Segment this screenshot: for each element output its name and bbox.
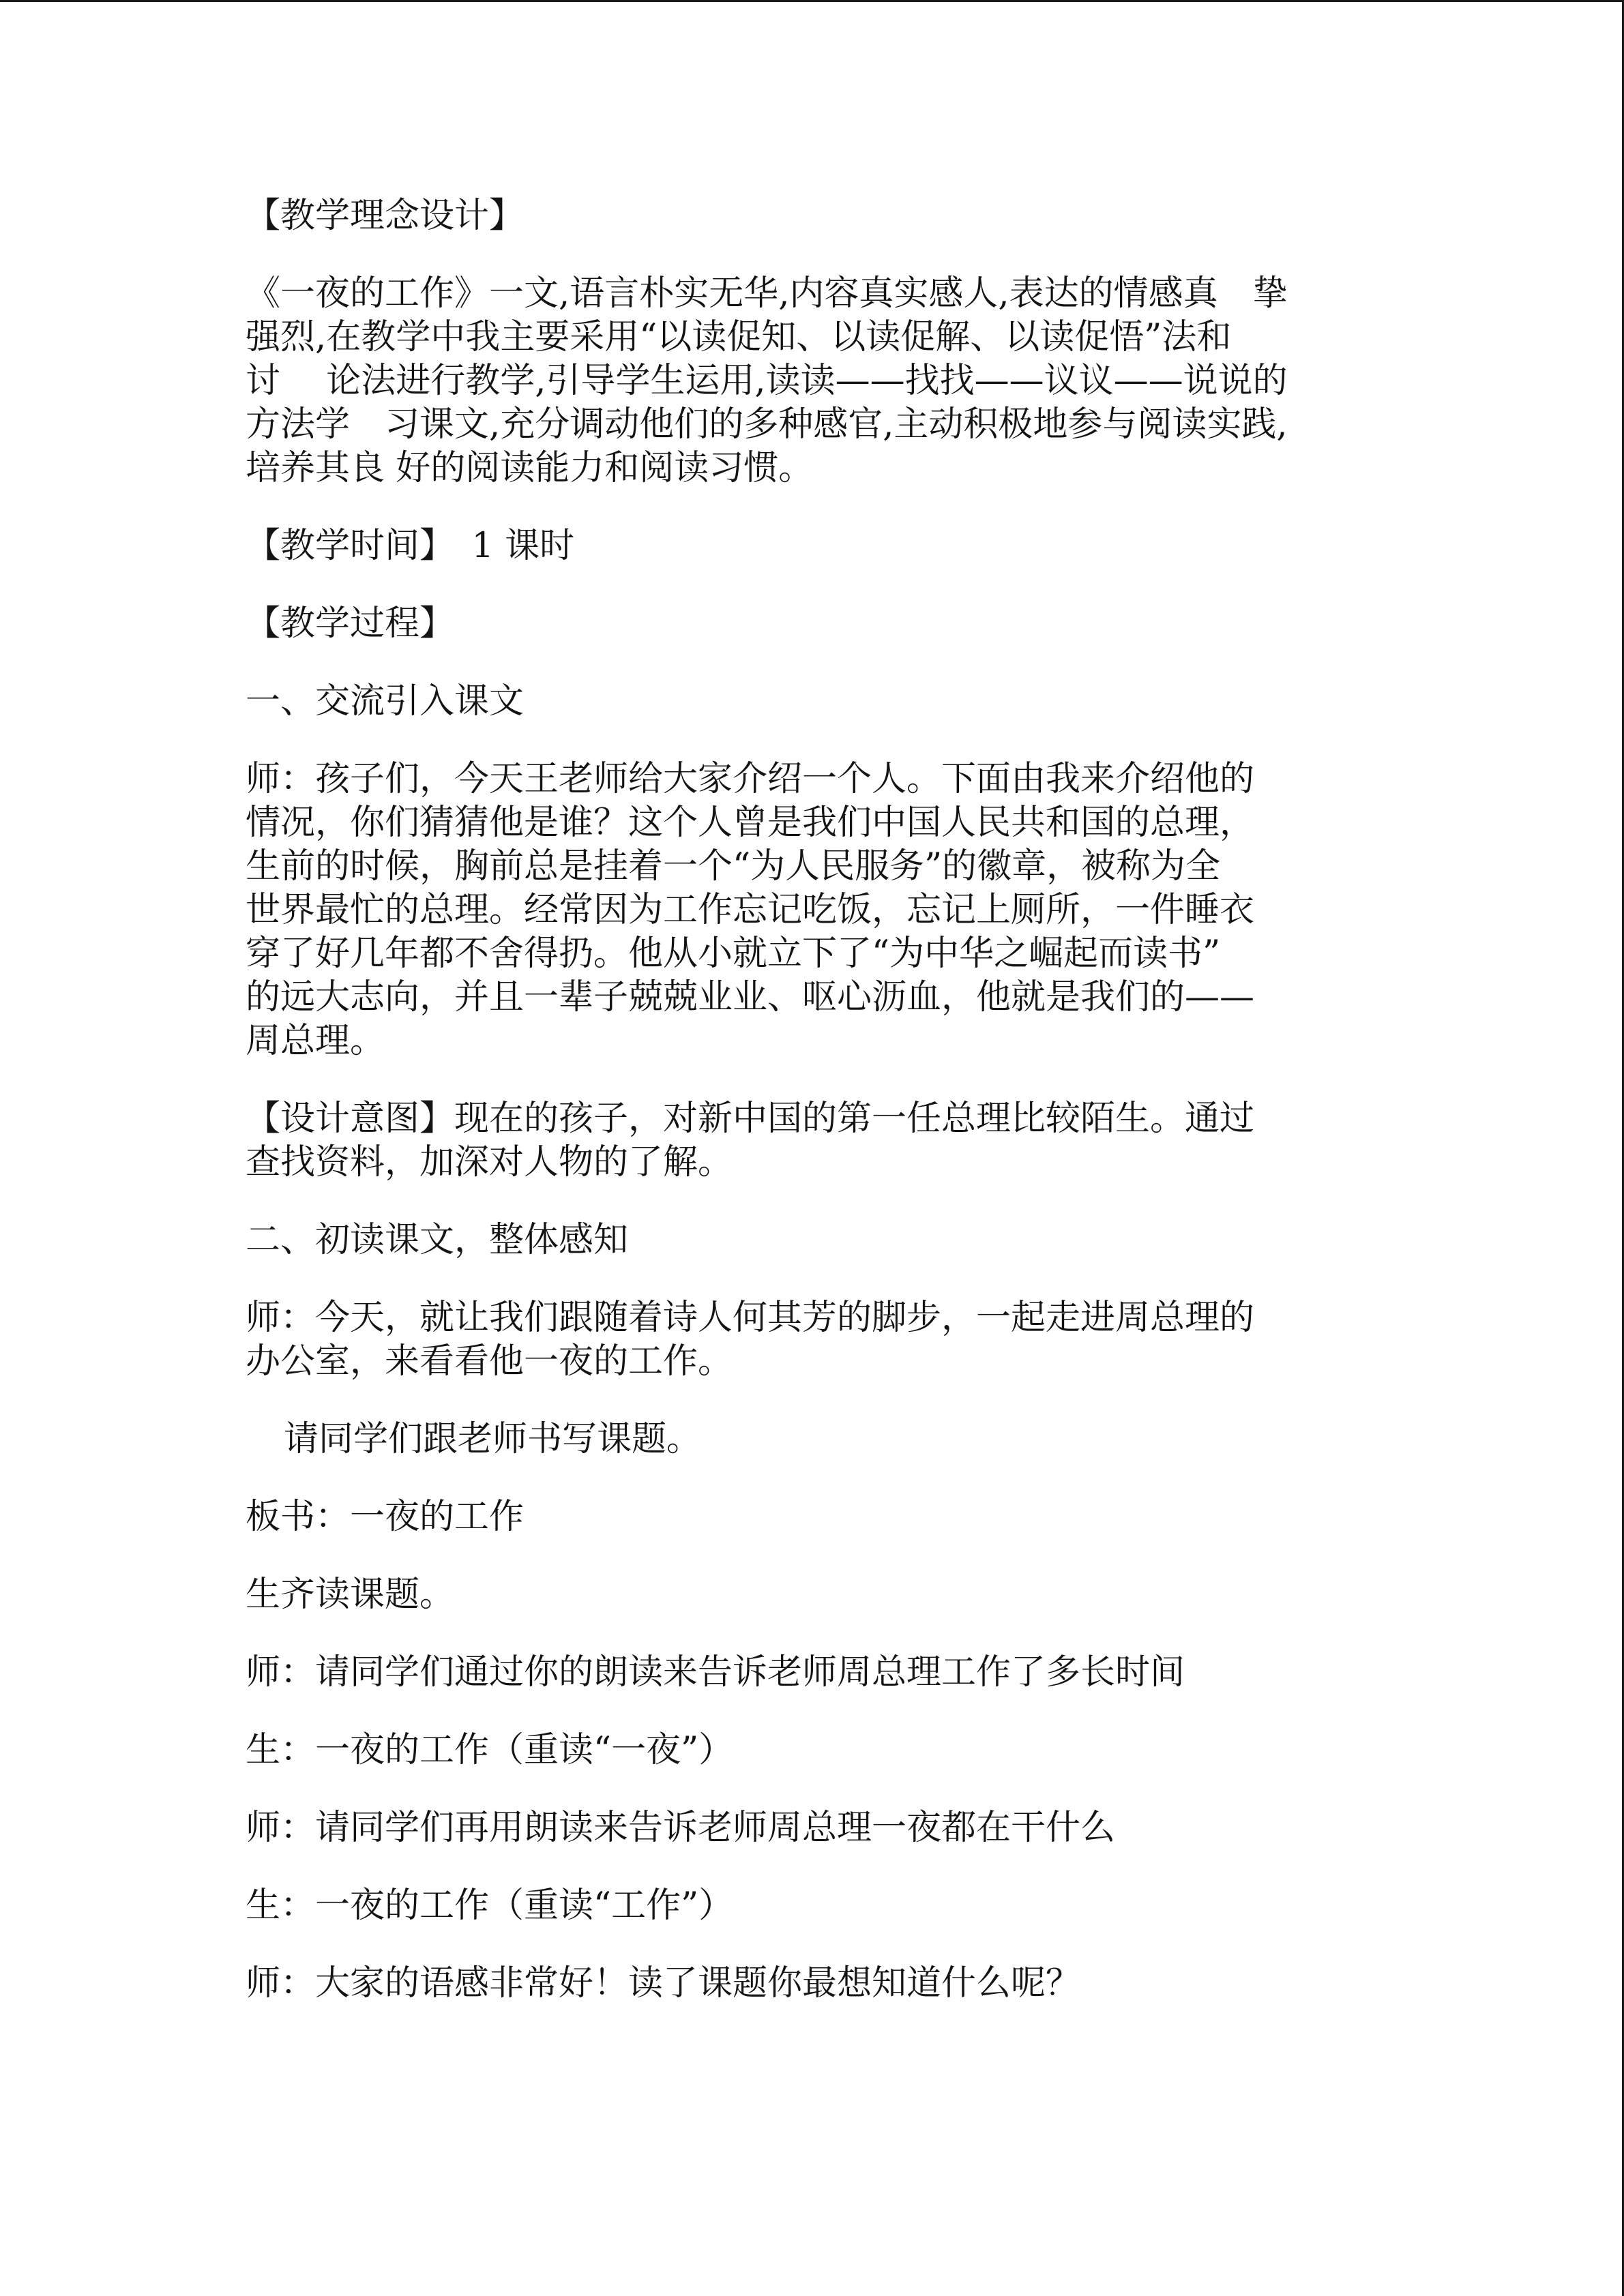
teacher-question-duration: 师：请同学们通过你的朗读来告诉老师周总理工作了多长时间 — [246, 1652, 1185, 1693]
write-title-instruction: 请同学们跟老师书写课题。 — [284, 1419, 702, 1459]
teacher-intro-line: 世界最忙的总理。经常因为工作忘记吃饭，忘记上厕所，一件睡衣 — [246, 890, 1255, 930]
concept-line: 强烈,在教学中我主要采用“以读促知、以读促解、以读促悟”法和 — [246, 317, 1232, 357]
teacher-question-activity: 师：请同学们再用朗读来告诉老师周总理一夜都在干什么 — [246, 1808, 1116, 1848]
concept-paragraph — [246, 272, 1378, 490]
teacher-reading-line: 办公室，来看看他一夜的工作。 — [246, 1341, 733, 1382]
teacher-intro-line: 情况，你们猜猜他是谁？这个人曾是我们中国人民共和国的总理， — [246, 803, 1255, 843]
student-answer-work: 生：一夜的工作（重读“工作”） — [246, 1885, 734, 1926]
design-intent-paragraph — [246, 1097, 1378, 1184]
heading-teaching-concept: 【教学理念设计】 — [246, 196, 525, 236]
document-body — [246, 194, 1378, 2006]
design-intent-line: 查找资料，加深对人物的了解。 — [246, 1142, 733, 1182]
teacher-praise-question: 师：大家的语感非常好！读了课题你最想知道什么呢？ — [246, 1963, 1081, 2003]
section-heading-2: 二、初读课文，整体感知 — [246, 1220, 629, 1260]
concept-line: 培养其良 好的阅读能力和阅读习惯。 — [246, 448, 814, 488]
student-answer-night: 生：一夜的工作（重读“一夜”） — [246, 1730, 734, 1770]
section-heading-1: 一、交流引入课文 — [246, 681, 525, 721]
page-border-top — [0, 0, 1624, 2]
teacher-intro-line: 周总理。 — [246, 1021, 385, 1061]
teacher-reading-paragraph — [246, 1296, 1378, 1384]
concept-line: 讨 论法进行教学,引导学生运用,读读——找找——议议——说说的 — [246, 361, 1288, 401]
concept-line: 方法学 习课文,充分调动他们的多种感官,主动积极地参与阅读实践, — [246, 404, 1288, 445]
teacher-intro-line: 穿了好几年都不舍得扔。他从小就立下了“为中华之崛起而读书” — [246, 934, 1221, 974]
blackboard-text: 板书：一夜的工作 — [246, 1497, 525, 1537]
design-intent-line: 【设计意图】现在的孩子，对新中国的第一任总理比较陌生。通过 — [246, 1099, 1255, 1139]
teacher-intro-line: 的远大志向，并且一辈子兢兢业业、呕心沥血，他就是我们的—— — [246, 977, 1255, 1017]
teacher-reading-line: 师：今天，就让我们跟随着诗人何其芳的脚步，一起走进周总理的 — [246, 1298, 1255, 1338]
heading-teaching-process: 【教学过程】 — [246, 603, 455, 644]
teaching-time: 【教学时间】 1 课时 — [246, 526, 575, 566]
teacher-intro-line: 师：孩子们，今天王老师给大家介绍一个人。下面由我来介绍他的 — [246, 759, 1255, 799]
concept-line: 《一夜的工作》一文,语言朴实无华,内容真实感人,表达的情感真 挚 — [246, 273, 1288, 314]
teacher-intro-line: 生前的时候，胸前总是挂着一个“为人民服务”的徽章，被称为全 — [246, 846, 1221, 886]
students-read-title: 生齐读课题。 — [246, 1575, 455, 1615]
teacher-intro-paragraph — [246, 758, 1378, 1063]
